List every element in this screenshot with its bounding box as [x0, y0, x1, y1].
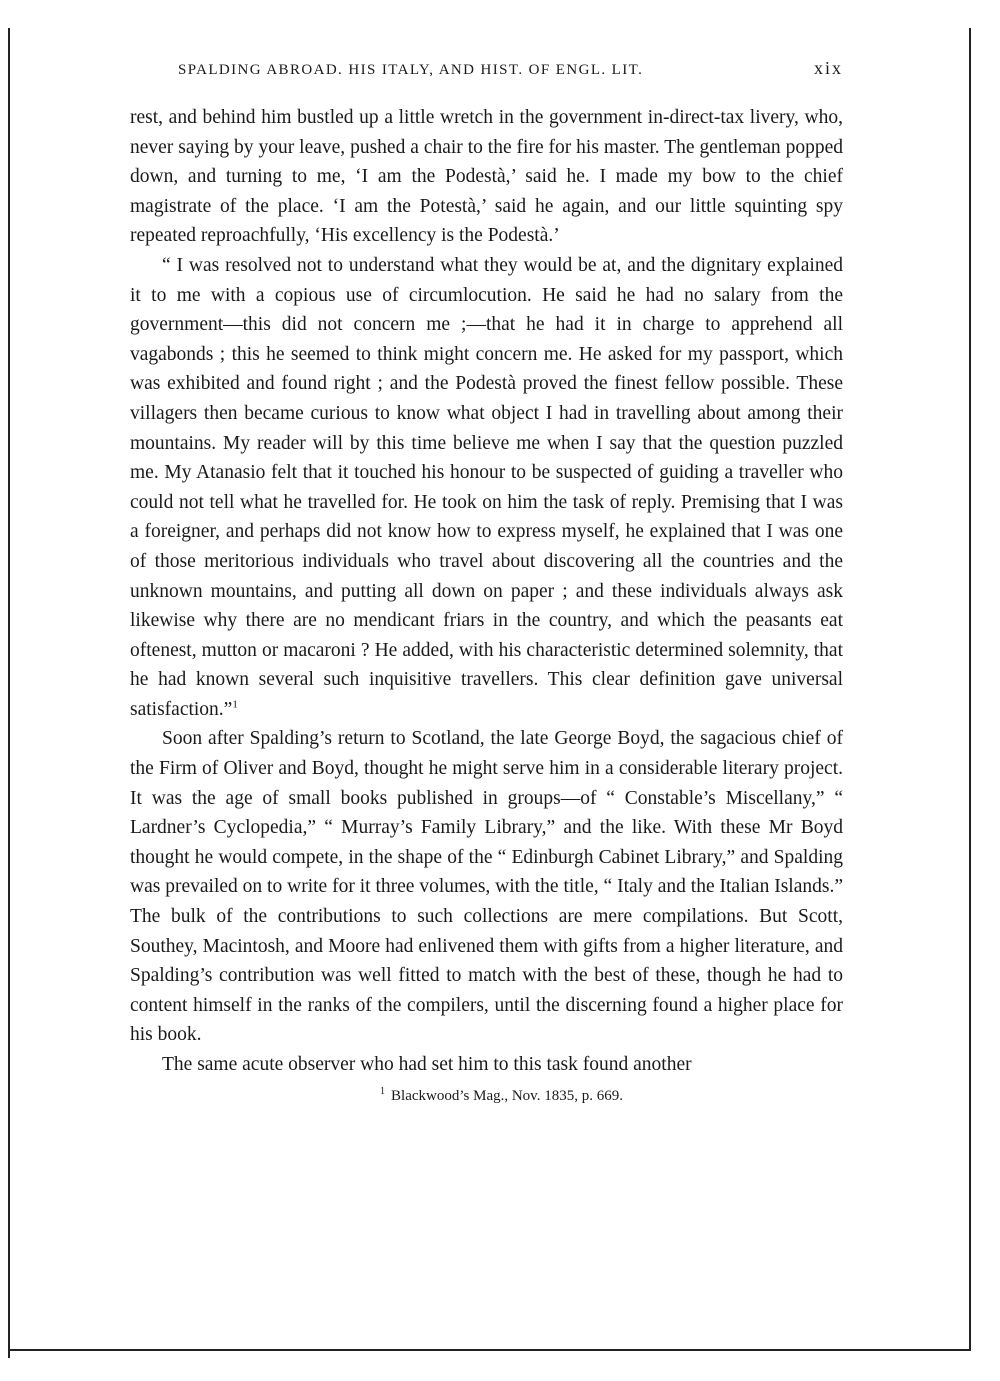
- footnote-reference: 1: [232, 698, 238, 711]
- paragraph-text: “ I was resolved not to understand what they would be at, and the dignitary explained it to me with a copious use of circumlocution. He said he had no salary from the government—this did not concern me ;—that he had it in charge to apprehend all vagabonds ; this he seemed to think might concern me. He asked for my passport, which was exhibited and found right ; and the Podestà proved the finest fellow possible. These villagers then became curious to know what object I had in travelling about among their mountains. My reader will by this time believe me when I say that the question puzzled me. My Atanasio felt that it touched his honour to be suspected of guiding a traveller who could not tell what he travelled for. He took on him the task of reply. Premising that I was a foreigner, and perhaps did not know how to express myself, he explained that I was one of those meritorious individuals who travel about discovering all the countries and the unknown mountains, and putting all down on paper ; and these individuals always ask likewise why there are no mendicant friars in the country, and which the peasants eat oftenest, mutton or macaroni ? He added, with his characteristic determined solemnity, that he had known several such inquisitive travellers. This clear definition gave universal satisfaction.”: [130, 254, 843, 720]
- running-head: [178, 58, 843, 86]
- paragraph-text: The same acute observer who had set him to this task found another: [162, 1054, 692, 1075]
- page-number: xix: [813, 58, 843, 78]
- paragraph-3: [130, 724, 843, 1050]
- paragraph-2: [130, 251, 843, 725]
- paragraph-1: [130, 103, 843, 251]
- footnote-text: Blackwood’s Mag., Nov. 1835, p. 669.: [391, 1087, 623, 1104]
- footnote-mark: 1: [380, 1085, 386, 1097]
- footnote: [130, 1085, 843, 1105]
- book-page: [130, 58, 843, 1105]
- running-head-title: SPALDING ABROAD. HIS ITALY, AND HIST. OF ENGL. LIT.: [178, 62, 644, 78]
- paragraph-text: Soon after Spalding’s return to Scotland, the late George Boyd, the sagacious chief of the Firm of Oliver and Boyd, thought he might serve him in a considerable literary project. It was the age of small books published in groups—of “ Constable’s Miscellany,” “ Lardner’s Cyclopedia,” “ Murray’s Family Library,” and the like. With these Mr Boyd thought he would compete, in the shape of the “ Edinburgh Cabinet Library,” and Spalding was prevailed on to write for it three volumes, with the title, “ Italy and the Italian Islands.” The bulk of the contributions to such collections are mere compilations. But Scott, Southey, Macintosh, and Moore had enlivened them with gifts from a higher literature, and Spalding’s contribution was well fitted to match with the best of these, though he had to content himself in the ranks of the compilers, until the discerning found a higher place for his book.: [130, 728, 843, 1046]
- paragraph-text: rest, and behind him bustled up a little wretch in the government in-direct-tax livery, who, never saying by your leave, pushed a chair to the fire for his master. The gentleman popped down, and turning to me, ‘I am the Podestà,’ said he. I made my bow to the chief magistrate of the place. ‘I am the Potestà,’ said he again, and our little squinting spy repeated reproachfully, ‘His excellency is the Podestà.’: [130, 107, 843, 247]
- body-text: [130, 103, 843, 1080]
- page-border-left: [8, 28, 10, 1358]
- page-border-bottom: [8, 1349, 971, 1351]
- paragraph-4: [130, 1050, 843, 1080]
- page-border-right: [969, 28, 971, 1350]
